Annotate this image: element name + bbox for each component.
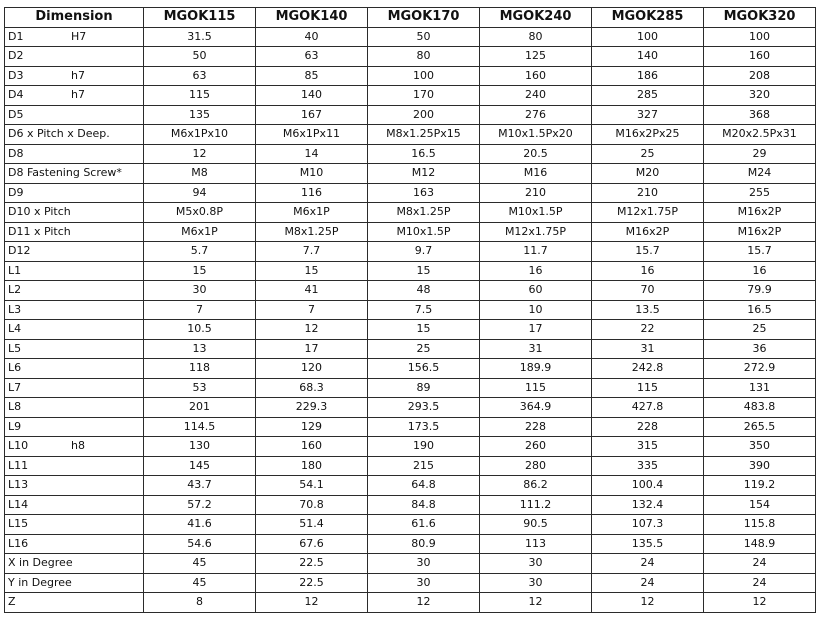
value-cell: 40 [256, 27, 368, 47]
value-cell: 68.3 [256, 378, 368, 398]
tolerance-label: H7 [71, 29, 87, 43]
table-row [5, 554, 816, 574]
value-cell: 190 [368, 437, 480, 457]
dimension-label: D9 [8, 185, 24, 199]
dimension-label: L10 [8, 439, 29, 453]
dimension-cell [5, 495, 144, 515]
value-cell: 483.8 [704, 398, 816, 418]
value-cell: 22.5 [256, 573, 368, 593]
value-cell: 12 [144, 144, 256, 164]
value-cell: 31.5 [144, 27, 256, 47]
value-cell: 15 [144, 261, 256, 281]
value-cell: 25 [368, 339, 480, 359]
value-cell: 293.5 [368, 398, 480, 418]
value-cell: 240 [480, 86, 592, 106]
value-cell: 145 [144, 456, 256, 476]
value-cell: 45 [144, 554, 256, 574]
dimension-label: D3 [8, 68, 24, 82]
value-cell: 140 [256, 86, 368, 106]
value-cell: 189.9 [480, 359, 592, 379]
value-cell: 79.9 [704, 281, 816, 301]
value-cell: 17 [256, 339, 368, 359]
value-cell: 14 [256, 144, 368, 164]
value-cell: 100 [368, 66, 480, 86]
table-row [5, 183, 816, 203]
value-cell: 53 [144, 378, 256, 398]
value-cell: 173.5 [368, 417, 480, 437]
value-cell: 30 [480, 554, 592, 574]
value-cell: 131 [704, 378, 816, 398]
value-cell: 148.9 [704, 534, 816, 554]
value-cell: 12 [256, 593, 368, 613]
value-cell: 24 [592, 573, 704, 593]
value-cell: M6x1P [256, 203, 368, 223]
dimension-table [4, 7, 816, 613]
value-cell: 12 [480, 593, 592, 613]
value-cell: 50 [144, 47, 256, 67]
value-cell: 15.7 [704, 242, 816, 262]
value-cell: 113 [480, 534, 592, 554]
dimension-cell [5, 183, 144, 203]
table-row [5, 242, 816, 262]
value-cell: 327 [592, 105, 704, 125]
dimension-label: L16 [8, 536, 29, 550]
value-cell: 170 [368, 86, 480, 106]
value-cell: 17 [480, 320, 592, 340]
dimension-cell [5, 27, 144, 47]
value-cell: 115 [144, 86, 256, 106]
table-row [5, 437, 816, 457]
value-cell: 228 [480, 417, 592, 437]
table-body [5, 27, 816, 612]
value-cell: 118 [144, 359, 256, 379]
table-row [5, 86, 816, 106]
value-cell: 116 [256, 183, 368, 203]
dimension-cell [5, 203, 144, 223]
dimension-label: L1 [8, 263, 22, 277]
table-row [5, 534, 816, 554]
dimension-label: L6 [8, 361, 22, 375]
dimension-label: D5 [8, 107, 24, 121]
value-cell: 7.5 [368, 300, 480, 320]
value-cell: 13.5 [592, 300, 704, 320]
dimension-label: D8 [8, 146, 24, 160]
dimension-cell [5, 47, 144, 67]
dimension-cell [5, 125, 144, 145]
value-cell: 12 [592, 593, 704, 613]
value-cell: 167 [256, 105, 368, 125]
value-cell: M10x1.5P [368, 222, 480, 242]
dimension-label: D8 Fastening Screw* [8, 166, 122, 180]
value-cell: 100.4 [592, 476, 704, 496]
value-cell: 100 [592, 27, 704, 47]
value-cell: 135.5 [592, 534, 704, 554]
dimension-label: D1 [8, 29, 24, 43]
value-cell: 160 [256, 437, 368, 457]
table-row [5, 495, 816, 515]
dimension-label: D12 [8, 244, 31, 258]
value-cell: 16.5 [368, 144, 480, 164]
value-cell: 51.4 [256, 515, 368, 535]
value-cell: 63 [144, 66, 256, 86]
value-cell: 57.2 [144, 495, 256, 515]
value-cell: 7.7 [256, 242, 368, 262]
value-cell: 64.8 [368, 476, 480, 496]
dimension-cell [5, 261, 144, 281]
value-cell: M6x1P [144, 222, 256, 242]
table-row [5, 398, 816, 418]
value-cell: 7 [144, 300, 256, 320]
dimension-cell [5, 456, 144, 476]
value-cell: M16x2Px25 [592, 125, 704, 145]
header-mgok320: MGOK320 [704, 8, 816, 28]
value-cell: 154 [704, 495, 816, 515]
value-cell: 115 [592, 378, 704, 398]
value-cell: 63 [256, 47, 368, 67]
value-cell: 24 [704, 573, 816, 593]
value-cell: M8x1.25Px15 [368, 125, 480, 145]
value-cell: 10.5 [144, 320, 256, 340]
header-mgok240: MGOK240 [480, 8, 592, 28]
table-row [5, 300, 816, 320]
dimension-cell [5, 281, 144, 301]
dimension-cell [5, 378, 144, 398]
value-cell: 24 [592, 554, 704, 574]
value-cell: 130 [144, 437, 256, 457]
dimension-cell [5, 105, 144, 125]
table-row [5, 515, 816, 535]
value-cell: 84.8 [368, 495, 480, 515]
value-cell: 335 [592, 456, 704, 476]
dimension-label: Z [8, 595, 16, 609]
dimension-label: Y in Degree [8, 575, 72, 589]
value-cell: 229.3 [256, 398, 368, 418]
value-cell: 22 [592, 320, 704, 340]
dimension-label: L4 [8, 322, 22, 336]
value-cell: 255 [704, 183, 816, 203]
value-cell: 201 [144, 398, 256, 418]
dimension-cell [5, 320, 144, 340]
value-cell: 24 [704, 554, 816, 574]
value-cell: M10x1.5Px20 [480, 125, 592, 145]
value-cell: M16 [480, 164, 592, 184]
dimension-cell [5, 339, 144, 359]
dimension-cell [5, 593, 144, 613]
value-cell: 368 [704, 105, 816, 125]
value-cell: 156.5 [368, 359, 480, 379]
table-row [5, 105, 816, 125]
value-cell: 25 [704, 320, 816, 340]
dimension-cell [5, 515, 144, 535]
value-cell: 54.6 [144, 534, 256, 554]
value-cell: 10 [480, 300, 592, 320]
dimension-label: L15 [8, 517, 29, 531]
dimension-label: L13 [8, 478, 29, 492]
value-cell: 22.5 [256, 554, 368, 574]
dimension-cell [5, 86, 144, 106]
value-cell: M20 [592, 164, 704, 184]
value-cell: M8 [144, 164, 256, 184]
value-cell: 61.6 [368, 515, 480, 535]
value-cell: M6x1Px11 [256, 125, 368, 145]
dimension-cell [5, 534, 144, 554]
value-cell: 31 [480, 339, 592, 359]
table-row [5, 476, 816, 496]
dimension-cell [5, 398, 144, 418]
value-cell: 15.7 [592, 242, 704, 262]
dimension-table-container [4, 7, 816, 613]
dimension-label: L5 [8, 341, 22, 355]
value-cell: 7 [256, 300, 368, 320]
table-row [5, 47, 816, 67]
table-row [5, 359, 816, 379]
value-cell: 60 [480, 281, 592, 301]
value-cell: 30 [144, 281, 256, 301]
value-cell: 70.8 [256, 495, 368, 515]
dimension-cell [5, 66, 144, 86]
dimension-label: X in Degree [8, 556, 73, 570]
value-cell: 30 [368, 554, 480, 574]
dimension-cell [5, 242, 144, 262]
table-row [5, 203, 816, 223]
value-cell: 320 [704, 86, 816, 106]
value-cell: M8x1.25P [368, 203, 480, 223]
header-mgok115: MGOK115 [144, 8, 256, 28]
value-cell: 20.5 [480, 144, 592, 164]
value-cell: 120 [256, 359, 368, 379]
dimension-cell [5, 417, 144, 437]
value-cell: M12x1.75P [592, 203, 704, 223]
dimension-label: D11 x Pitch [8, 224, 71, 238]
table-row [5, 456, 816, 476]
table-row [5, 125, 816, 145]
value-cell: 41 [256, 281, 368, 301]
value-cell: 208 [704, 66, 816, 86]
table-row [5, 378, 816, 398]
value-cell: M10 [256, 164, 368, 184]
tolerance-label: h7 [71, 88, 85, 101]
value-cell: 31 [592, 339, 704, 359]
dimension-label: L11 [8, 458, 29, 472]
value-cell: 100 [704, 27, 816, 47]
dimension-cell [5, 222, 144, 242]
value-cell: M5x0.8P [144, 203, 256, 223]
value-cell: 132.4 [592, 495, 704, 515]
value-cell: 9.7 [368, 242, 480, 262]
dimension-label: D6 x Pitch x Deep. [8, 127, 110, 141]
dimension-cell [5, 573, 144, 593]
value-cell: 260 [480, 437, 592, 457]
value-cell: 364.9 [480, 398, 592, 418]
value-cell: 16 [704, 261, 816, 281]
value-cell: M16x2P [592, 222, 704, 242]
dimension-label: L14 [8, 497, 29, 511]
value-cell: 8 [144, 593, 256, 613]
header-dimension: Dimension [5, 8, 144, 28]
value-cell: 210 [480, 183, 592, 203]
value-cell: M16x2P [704, 222, 816, 242]
dimension-cell [5, 476, 144, 496]
value-cell: 129 [256, 417, 368, 437]
value-cell: 115 [480, 378, 592, 398]
value-cell: 5.7 [144, 242, 256, 262]
value-cell: 15 [368, 261, 480, 281]
table-row [5, 222, 816, 242]
value-cell: 315 [592, 437, 704, 457]
value-cell: 54.1 [256, 476, 368, 496]
value-cell: 280 [480, 456, 592, 476]
value-cell: 86.2 [480, 476, 592, 496]
table-row [5, 66, 816, 86]
value-cell: 43.7 [144, 476, 256, 496]
value-cell: 276 [480, 105, 592, 125]
value-cell: 94 [144, 183, 256, 203]
table-row [5, 164, 816, 184]
dimension-label: L9 [8, 419, 22, 433]
value-cell: M24 [704, 164, 816, 184]
table-header-row [5, 8, 816, 28]
tolerance-label: h8 [71, 439, 85, 452]
value-cell: 228 [592, 417, 704, 437]
value-cell: M16x2P [704, 203, 816, 223]
table-row [5, 144, 816, 164]
value-cell: 30 [368, 573, 480, 593]
header-mgok285: MGOK285 [592, 8, 704, 28]
value-cell: 70 [592, 281, 704, 301]
dimension-cell [5, 144, 144, 164]
table-row [5, 339, 816, 359]
value-cell: 180 [256, 456, 368, 476]
header-mgok170: MGOK170 [368, 8, 480, 28]
value-cell: 36 [704, 339, 816, 359]
dimension-label: D10 x Pitch [8, 205, 71, 219]
tolerance-label: h7 [71, 68, 85, 82]
dimension-cell [5, 359, 144, 379]
value-cell: 140 [592, 47, 704, 67]
value-cell: 16.5 [704, 300, 816, 320]
table-row [5, 320, 816, 340]
value-cell: 160 [704, 47, 816, 67]
table-row [5, 27, 816, 47]
table-row [5, 573, 816, 593]
value-cell: 119.2 [704, 476, 816, 496]
value-cell: 50 [368, 27, 480, 47]
value-cell: 41.6 [144, 515, 256, 535]
dimension-label: D2 [8, 49, 24, 63]
value-cell: 210 [592, 183, 704, 203]
value-cell: M8x1.25P [256, 222, 368, 242]
value-cell: 89 [368, 378, 480, 398]
table-row [5, 593, 816, 613]
value-cell: 265.5 [704, 417, 816, 437]
value-cell: 15 [256, 261, 368, 281]
value-cell: 200 [368, 105, 480, 125]
value-cell: 12 [256, 320, 368, 340]
dimension-label: L8 [8, 400, 22, 414]
value-cell: M20x2.5Px31 [704, 125, 816, 145]
dimension-label: L3 [8, 302, 22, 316]
value-cell: 427.8 [592, 398, 704, 418]
value-cell: 111.2 [480, 495, 592, 515]
value-cell: 80 [480, 27, 592, 47]
value-cell: 163 [368, 183, 480, 203]
value-cell: 12 [704, 593, 816, 613]
value-cell: 11.7 [480, 242, 592, 262]
table-row [5, 281, 816, 301]
value-cell: 272.9 [704, 359, 816, 379]
value-cell: 85 [256, 66, 368, 86]
dimension-cell [5, 554, 144, 574]
value-cell: 12 [368, 593, 480, 613]
value-cell: 80.9 [368, 534, 480, 554]
dimension-cell [5, 300, 144, 320]
value-cell: 125 [480, 47, 592, 67]
value-cell: 90.5 [480, 515, 592, 535]
value-cell: M6x1Px10 [144, 125, 256, 145]
value-cell: M10x1.5P [480, 203, 592, 223]
dimension-label: D4 [8, 88, 24, 102]
table-row [5, 417, 816, 437]
dimension-label: L2 [8, 283, 22, 297]
value-cell: 285 [592, 86, 704, 106]
value-cell: 30 [480, 573, 592, 593]
value-cell: 350 [704, 437, 816, 457]
value-cell: 215 [368, 456, 480, 476]
header-mgok140: MGOK140 [256, 8, 368, 28]
dimension-cell [5, 164, 144, 184]
dimension-cell [5, 437, 144, 457]
value-cell: 25 [592, 144, 704, 164]
value-cell: 160 [480, 66, 592, 86]
value-cell: M12 [368, 164, 480, 184]
value-cell: M12x1.75P [480, 222, 592, 242]
value-cell: 67.6 [256, 534, 368, 554]
value-cell: 48 [368, 281, 480, 301]
value-cell: 242.8 [592, 359, 704, 379]
value-cell: 45 [144, 573, 256, 593]
table-row [5, 261, 816, 281]
dimension-label: L7 [8, 380, 22, 394]
value-cell: 115.8 [704, 515, 816, 535]
value-cell: 390 [704, 456, 816, 476]
value-cell: 135 [144, 105, 256, 125]
value-cell: 114.5 [144, 417, 256, 437]
value-cell: 16 [592, 261, 704, 281]
value-cell: 80 [368, 47, 480, 67]
value-cell: 13 [144, 339, 256, 359]
value-cell: 186 [592, 66, 704, 86]
value-cell: 16 [480, 261, 592, 281]
value-cell: 15 [368, 320, 480, 340]
value-cell: 107.3 [592, 515, 704, 535]
value-cell: 29 [704, 144, 816, 164]
